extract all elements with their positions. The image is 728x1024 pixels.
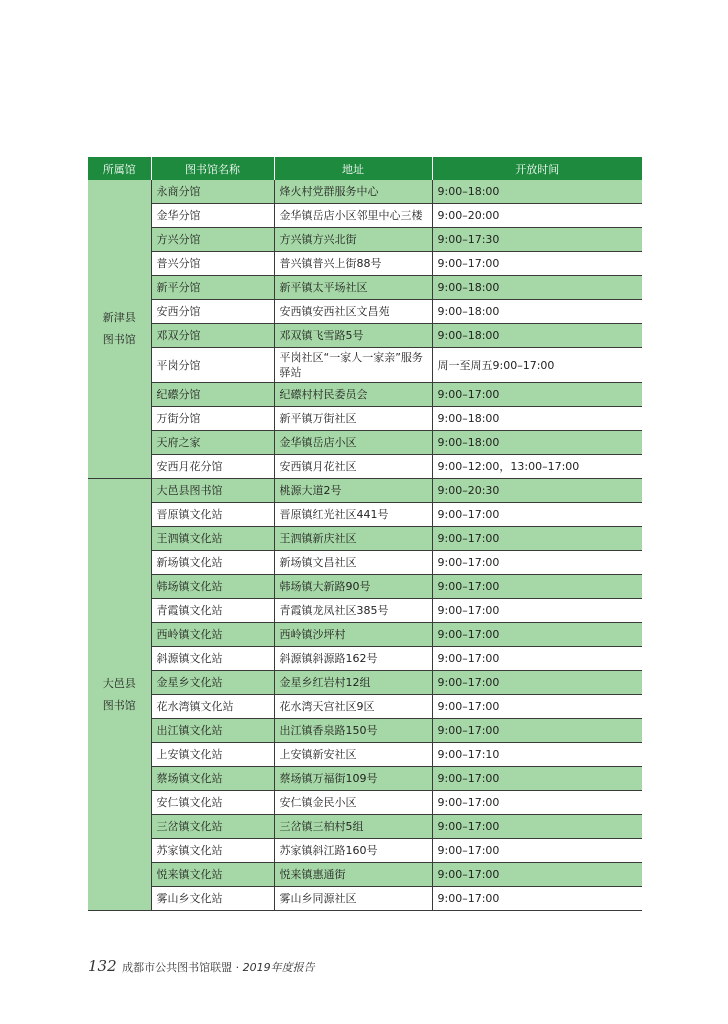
opening-hours-cell: 9:00–17:00 xyxy=(432,252,642,276)
address-cell: 晋原镇红光社区441号 xyxy=(274,503,432,527)
library-name-cell: 韩场镇文化站 xyxy=(151,575,274,599)
library-name-cell: 晋原镇文化站 xyxy=(151,503,274,527)
library-name-cell: 安西分馆 xyxy=(151,300,274,324)
parent-library-name-line2: 图书馆 xyxy=(102,333,136,346)
address-cell: 悦来镇惠通街 xyxy=(274,863,432,887)
header-library-name: 图书馆名称 xyxy=(151,157,274,180)
address-cell: 烽火村党群服务中心 xyxy=(274,180,432,204)
table-row xyxy=(88,839,642,863)
table-row xyxy=(88,815,642,839)
table-row xyxy=(88,695,642,719)
opening-hours-cell: 9:00–17:00 xyxy=(432,647,642,671)
table-row xyxy=(88,719,642,743)
library-name-cell: 安仁镇文化站 xyxy=(151,791,274,815)
opening-hours-cell: 9:00–17:00 xyxy=(432,599,642,623)
address-cell: 韩场镇大新路90号 xyxy=(274,575,432,599)
header-parent-library: 所属馆 xyxy=(88,157,151,180)
table-row xyxy=(88,791,642,815)
library-name-cell: 纪礤分馆 xyxy=(151,383,274,407)
library-name-cell: 雾山乡文化站 xyxy=(151,887,274,911)
page-number: 132 xyxy=(88,957,117,975)
library-name-cell: 普兴分馆 xyxy=(151,252,274,276)
table-row xyxy=(88,671,642,695)
library-name-cell: 金星乡文化站 xyxy=(151,671,274,695)
library-name-cell: 苏家镇文化站 xyxy=(151,839,274,863)
library-name-cell: 王泗镇文化站 xyxy=(151,527,274,551)
address-cell: 方兴镇方兴北街 xyxy=(274,228,432,252)
opening-hours-cell: 周一至周五9:00–17:00 xyxy=(432,348,642,383)
opening-hours-cell: 9:00–18:00 xyxy=(432,324,642,348)
library-name-cell: 出江镇文化站 xyxy=(151,719,274,743)
opening-hours-cell: 9:00–20:30 xyxy=(432,479,642,503)
table-row xyxy=(88,204,642,228)
opening-hours-cell: 9:00–20:00 xyxy=(432,204,642,228)
library-name-cell: 平岗分馆 xyxy=(151,348,274,383)
library-name-cell: 天府之家 xyxy=(151,431,274,455)
library-name-cell: 花水湾镇文化站 xyxy=(151,695,274,719)
table-row xyxy=(88,743,642,767)
table-row xyxy=(88,575,642,599)
library-name-cell: 上安镇文化站 xyxy=(151,743,274,767)
table-row xyxy=(88,647,642,671)
table-row xyxy=(88,599,642,623)
library-name-cell: 三岔镇文化站 xyxy=(151,815,274,839)
library-table xyxy=(88,157,642,911)
opening-hours-cell: 9:00–17:10 xyxy=(432,743,642,767)
parent-library-name-line1: 大邑县 xyxy=(102,676,136,690)
opening-hours-cell: 9:00–17:00 xyxy=(432,551,642,575)
publication-name: 成都市公共图书馆联盟 · xyxy=(122,961,240,974)
opening-hours-cell: 9:00–18:00 xyxy=(432,276,642,300)
library-name-cell: 永商分馆 xyxy=(151,180,274,204)
table-row xyxy=(88,527,642,551)
library-name-cell: 西岭镇文化站 xyxy=(151,623,274,647)
address-cell: 青霞镇龙凤社区385号 xyxy=(274,599,432,623)
opening-hours-cell: 9:00–17:00 xyxy=(432,815,642,839)
table-row xyxy=(88,252,642,276)
address-cell: 新场镇文昌社区 xyxy=(274,551,432,575)
library-name-cell: 青霞镇文化站 xyxy=(151,599,274,623)
library-name-cell: 安西月花分馆 xyxy=(151,455,274,479)
address-cell: 苏家镇斜江路160号 xyxy=(274,839,432,863)
report-title: 2019年度报告 xyxy=(242,961,315,974)
table-row xyxy=(88,300,642,324)
table-row xyxy=(88,324,642,348)
opening-hours-cell: 9:00–17:30 xyxy=(432,228,642,252)
table-row xyxy=(88,431,642,455)
address-cell: 纪礤村村民委员会 xyxy=(274,383,432,407)
opening-hours-cell: 9:00–17:00 xyxy=(432,767,642,791)
address-cell: 新平镇太平场社区 xyxy=(274,276,432,300)
opening-hours-cell: 9:00–17:00 xyxy=(432,887,642,911)
header-address: 地址 xyxy=(274,157,432,180)
table-row xyxy=(88,383,642,407)
opening-hours-cell: 9:00–17:00 xyxy=(432,839,642,863)
address-cell: 上安镇新安社区 xyxy=(274,743,432,767)
address-cell: 雾山乡同源社区 xyxy=(274,887,432,911)
table-row xyxy=(88,455,642,479)
library-name-cell: 蔡场镇文化站 xyxy=(151,767,274,791)
opening-hours-cell: 9:00–17:00 xyxy=(432,383,642,407)
address-cell: 桃源大道2号 xyxy=(274,479,432,503)
address-cell: 王泗镇新庆社区 xyxy=(274,527,432,551)
opening-hours-cell: 9:00–18:00 xyxy=(432,180,642,204)
page-footer xyxy=(88,957,315,975)
parent-library-cell xyxy=(88,180,151,479)
table-row xyxy=(88,551,642,575)
opening-hours-cell: 9:00–18:00 xyxy=(432,300,642,324)
address-cell: 西岭镇沙坪村 xyxy=(274,623,432,647)
address-cell: 金华镇岳店小区 xyxy=(274,431,432,455)
table-row xyxy=(88,276,642,300)
opening-hours-cell: 9:00–18:00 xyxy=(432,407,642,431)
library-name-cell: 邓双分馆 xyxy=(151,324,274,348)
address-cell: 金华镇岳店小区邻里中心三楼 xyxy=(274,204,432,228)
opening-hours-cell: 9:00–17:00 xyxy=(432,671,642,695)
table-row xyxy=(88,228,642,252)
address-cell: 平岗社区“一家人一家亲”服务驿站 xyxy=(274,348,432,383)
table-row xyxy=(88,407,642,431)
header-opening-hours: 开放时间 xyxy=(432,157,642,180)
address-cell: 三岔镇三柏村5组 xyxy=(274,815,432,839)
table-row xyxy=(88,863,642,887)
table-row xyxy=(88,479,642,503)
address-cell: 普兴镇普兴上街88号 xyxy=(274,252,432,276)
address-cell: 安仁镇金民小区 xyxy=(274,791,432,815)
table-header xyxy=(88,157,642,180)
address-cell: 安西镇月花社区 xyxy=(274,455,432,479)
table-body xyxy=(88,180,642,911)
address-cell: 邓双镇飞雪路5号 xyxy=(274,324,432,348)
table-row xyxy=(88,180,642,204)
table-row xyxy=(88,348,642,383)
address-cell: 安西镇安西社区文昌苑 xyxy=(274,300,432,324)
library-name-cell: 斜源镇文化站 xyxy=(151,647,274,671)
library-name-cell: 悦来镇文化站 xyxy=(151,863,274,887)
opening-hours-cell: 9:00–17:00 xyxy=(432,527,642,551)
opening-hours-cell: 9:00–18:00 xyxy=(432,431,642,455)
opening-hours-cell: 9:00–17:00 xyxy=(432,791,642,815)
opening-hours-cell: 9:00–12:00，13:00–17:00 xyxy=(432,455,642,479)
opening-hours-cell: 9:00–17:00 xyxy=(432,575,642,599)
table-row xyxy=(88,887,642,911)
table-row xyxy=(88,503,642,527)
table-row xyxy=(88,623,642,647)
table-row xyxy=(88,767,642,791)
library-name-cell: 方兴分馆 xyxy=(151,228,274,252)
opening-hours-cell: 9:00–17:00 xyxy=(432,623,642,647)
library-name-cell: 金华分馆 xyxy=(151,204,274,228)
library-name-cell: 万街分馆 xyxy=(151,407,274,431)
opening-hours-cell: 9:00–17:00 xyxy=(432,503,642,527)
opening-hours-cell: 9:00–17:00 xyxy=(432,695,642,719)
library-name-cell: 大邑县图书馆 xyxy=(151,479,274,503)
parent-library-name-line2: 图书馆 xyxy=(102,698,136,712)
parent-library-name-line1: 新津县 xyxy=(102,311,136,324)
library-name-cell: 新场镇文化站 xyxy=(151,551,274,575)
address-cell: 花水湾天宫社区9区 xyxy=(274,695,432,719)
address-cell: 金星乡红岩村12组 xyxy=(274,671,432,695)
address-cell: 新平镇万街社区 xyxy=(274,407,432,431)
address-cell: 蔡场镇万福街109号 xyxy=(274,767,432,791)
parent-library-cell xyxy=(88,479,151,911)
address-cell: 斜源镇斜源路162号 xyxy=(274,647,432,671)
opening-hours-cell: 9:00–17:00 xyxy=(432,863,642,887)
library-name-cell: 新平分馆 xyxy=(151,276,274,300)
opening-hours-cell: 9:00–17:00 xyxy=(432,719,642,743)
address-cell: 出江镇香泉路150号 xyxy=(274,719,432,743)
